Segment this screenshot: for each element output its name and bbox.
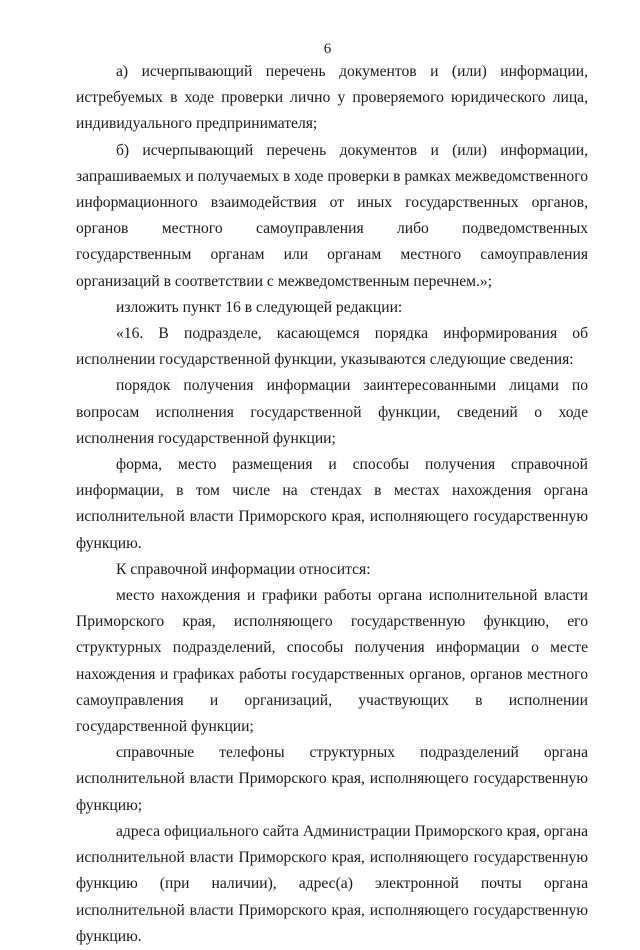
paragraph-reference-form: форма, место размещения и способы получения справочной информации, в том числе на стендах в местах нахождения органа исполнительной власти Приморского края, исполняющего государственную функцию.: [76, 456, 588, 552]
paragraph-instruction: изложить пункт 16 в следующей редакции:: [116, 298, 403, 316]
paragraph-info-procedure: порядок получения информации заинтересованными лицами по вопросам исполнения государственной функции, сведений о ходе исполнения государственной функции;: [76, 377, 588, 447]
page-number: 6: [323, 41, 332, 57]
paragraph-item-a: а) исчерпывающий перечень документов и (или) информации, истребуемых в ходе проверки лично у проверяемого юридического лица, индивидуального предпринимателя;: [76, 63, 588, 133]
paragraph-website-email: адреса официального сайта Администрации Приморского края, органа исполнительной власти Приморского края, исполняющего государственную функцию (при наличии), адрес(а) электронной почты органа исполнительной власти Приморского края, исполняющего государственную функцию.: [76, 822, 589, 945]
paragraph-reference-intro: К справочной информации относится:: [116, 560, 371, 578]
paragraph-item-b: б) исчерпывающий перечень документов и (или) информации, запрашиваемых и получаемых в ходе проверки в рамках межведомственного информационного взаимодействия от иных государственных органов, органов местного самоуправления либо подведомственных государственным органам или органам местного самоуправления организаций в соответствии с межведомственным перечнем.»;: [76, 141, 589, 290]
document-body: [76, 59, 588, 950]
paragraph-location-schedule: место нахождения и графики работы органа исполнительной власти Приморского края, исполняющего государственную функцию, его структурных подразделений, способы получения информации о месте нахождения и графиках работы государственных органов, органов местного самоуправления и организаций, участвующих в исполнении государственной функции;: [76, 587, 588, 736]
paragraph-phones: справочные телефоны структурных подразделений органа исполнительной власти Приморского края, исполняющего государственную функцию;: [76, 744, 588, 814]
paragraph-clause-16: «16. В подразделе, касающемся порядка информирования об исполнении государственной функции, указываются следующие сведения:: [76, 325, 588, 369]
